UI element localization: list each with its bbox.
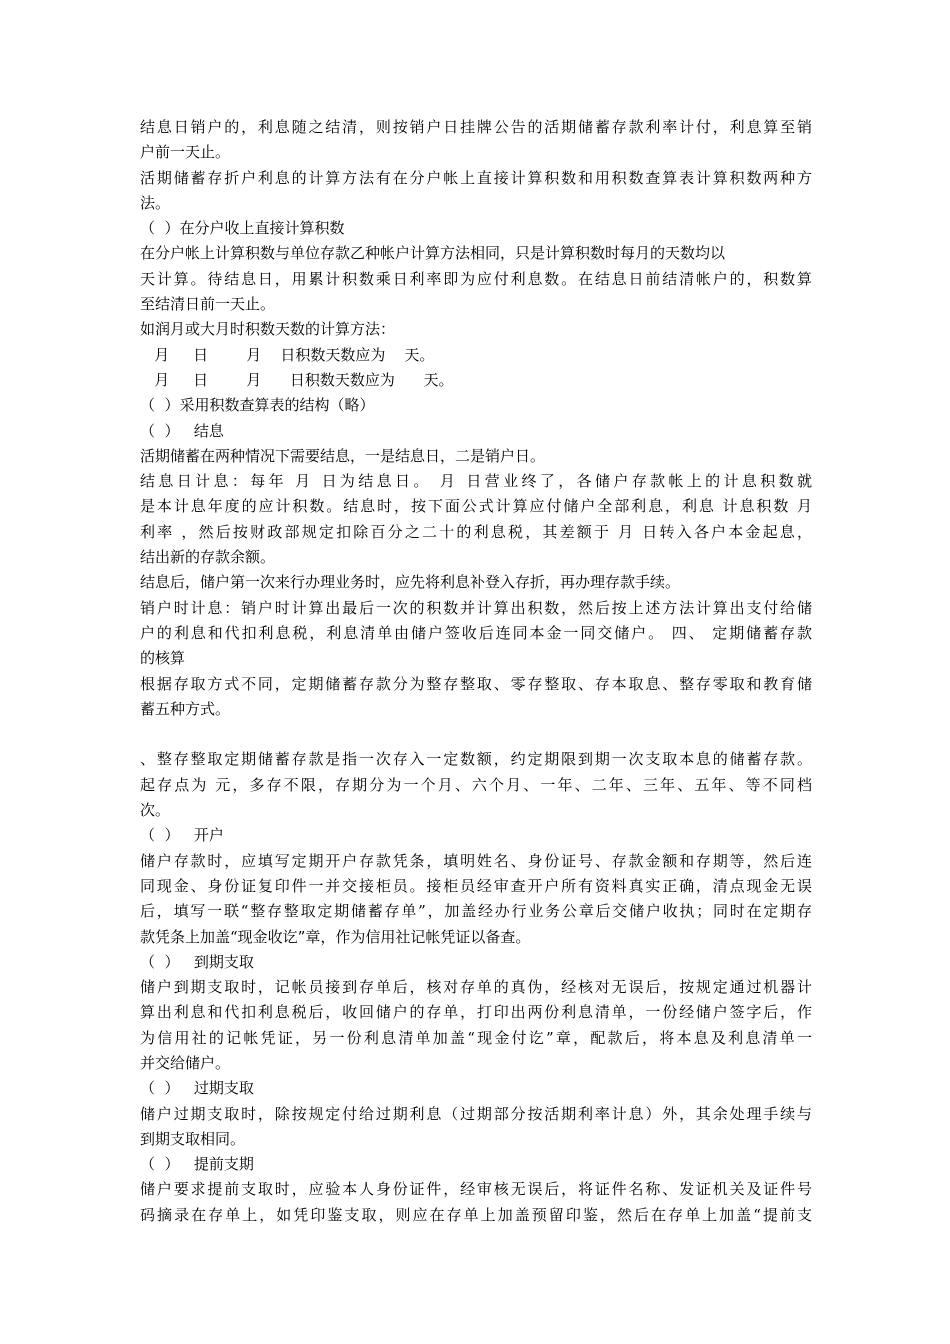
section-heading: （ ） 提前支期 <box>140 1155 254 1174</box>
text-line: 款凭条上加盖“现金收讫”章，作为信用社记帐凭证以备查。 <box>140 927 531 946</box>
section-heading: （ ） 结息 <box>140 421 224 440</box>
text-line: 同现金、身份证复印件一并交接柜员。接柜员经审查开户所有资料真实正确，清点现金无误 <box>140 876 812 895</box>
text-line: 活期储蓄在两种情况下需要结息，一是结息日，二是销户日。 <box>140 446 546 465</box>
text-line: 户前一天止。 <box>140 143 231 162</box>
text-line: 储户过期支取时，除按规定付给过期利息（过期部分按活期利率计息）外，其余处理手续与 <box>140 1104 812 1123</box>
text-line: 天计算。待结息日，用累计积数乘日利率即为应付利息数。在结息日前结清帐户的，积数算 <box>140 269 812 288</box>
text-line: 月 日 月 日积数天数应为 天。 <box>140 370 454 389</box>
text-line: 利率 ，然后按财政部规定扣除百分之二十的利息税，其差额于 月 日转入各户本金起息， <box>140 522 812 541</box>
text-line: 算出利息和代扣利息税后，收回储户的存单，打印出两份利息清单，一份经储户签字后，作 <box>140 1003 812 1022</box>
section-heading: （ ）采用积数查算表的结构（略） <box>140 396 375 415</box>
section-heading: （ ） 开户 <box>140 826 224 845</box>
section-heading: （ ） 到期支取 <box>140 952 254 971</box>
text-line: 结出新的存款余额。 <box>140 548 276 567</box>
text-line: 、整存整取定期储蓄存款是指一次存入一定数额，约定期限到期一次支取本息的储蓄存款。 <box>140 750 812 769</box>
blank-line <box>140 722 812 747</box>
text-line: 在分户帐上计算积数与单位存款乙种帐户计算方法相同，只是计算积数时每月的天数均以 <box>140 244 726 263</box>
text-line: 结息日销户的，利息随之结清，则按销户日挂牌公告的活期储蓄存款利率计付，利息算至销 <box>140 118 812 136</box>
text-line: 结息后，储户第一次来行办理业务时，应先将利息补登入存折，再办理存款手续。 <box>140 573 681 592</box>
text-line: 结息日计息：每年 月 日为结息日。 月 日营业终了，各储户存款帐上的计息积数就 <box>140 472 812 491</box>
text-line: 并交给储户。 <box>140 1053 231 1072</box>
text-line: 月 日 月 日积数天数应为 天。 <box>140 345 435 364</box>
section-heading: 的核算 <box>140 649 186 668</box>
text-line: 如润月或大月时积数天数的计算方法： <box>140 320 396 339</box>
text-line: 储户存款时，应填写定期开户存款凭条，填明姓名、身份证号、存款金额和存期等，然后连 <box>140 851 812 870</box>
text-line: 户的利息和代扣利息税，利息清单由储户签收后连同本金一同交储户。 四、 定期储蓄存款 <box>140 623 812 642</box>
text-line: 到期支取相同。 <box>140 1129 246 1148</box>
text-line: 根据存取方式不同，定期储蓄存款分为整存整取、零存整取、存本取息、整存零取和教育储 <box>140 674 812 693</box>
text-line: 起存点为 元，多存不限，存期分为一个月、六个月、一年、二年、三年、五年、等不同档 <box>140 775 812 794</box>
text-line: 活期储蓄存折户利息的计算方法有在分户帐上直接计算积数和用积数查算表计算积数两种方 <box>140 168 812 187</box>
text-line: 为信用社的记帐凭证，另一份利息清单加盖“现金付讫”章，配款后，将本息及利息清单一 <box>140 1028 812 1047</box>
text-line: 码摘录在存单上，如凭印鉴支取，则应在存单上加盖预留印鉴，然后在存单上加盖“提前支 <box>140 1205 812 1224</box>
text-line: 储户要求提前支取时，应验本人身份证件，经审核无误后，将证件名称、发证机关及证件号 <box>140 1180 812 1199</box>
document-page <box>140 115 812 1228</box>
text-line: 蓄五种方式。 <box>140 699 231 718</box>
section-heading: （ ）在分户收上直接计算积数 <box>140 219 345 238</box>
text-line: 次。 <box>140 801 171 820</box>
text-line: 储户到期支取时，记帐员接到存单后，核对存单的真伪，经核对无误后，按规定通过机器计 <box>140 978 812 997</box>
text-line: 法。 <box>140 193 171 212</box>
text-line: 后，填写一联“整存整取定期储蓄存单”，加盖经办行业务公章后交储户收执；同时在定期存 <box>140 902 812 921</box>
text-line: 是本计息年度的应计积数。结息时，按下面公式计算应付储户全部利息，利息 计息积数 月 <box>140 497 812 516</box>
section-heading: （ ） 过期支取 <box>140 1079 254 1098</box>
text-line: 销户时计息：销户时计算出最后一次的积数并计算出积数，然后按上述方法计算出支付给储 <box>140 598 812 617</box>
text-line: 至结清日前一天止。 <box>140 295 276 314</box>
